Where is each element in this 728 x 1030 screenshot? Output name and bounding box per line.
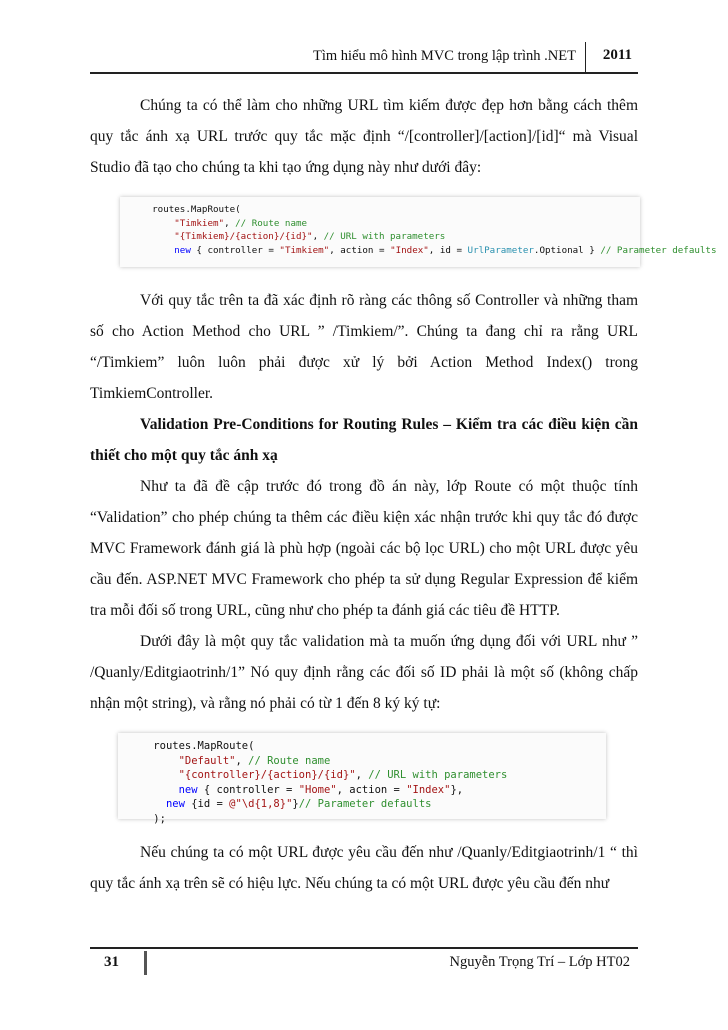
code-line: "{controller}/{action}/{id}", // URL with parameters (178, 769, 508, 781)
header-year: 2011 (602, 47, 632, 63)
paragraph-intro: Chúng ta có thể làm cho những URL tìm kiếm được đẹp hơn bằng cách thêm quy tắc ánh xạ URL trước quy tắc mặc định “/[controller]/[action]/[id]“ mà Visual Studio đã tạo cho chúng ta khi tạo ứng dụng này như dưới đây: (90, 97, 638, 176)
code-line: "{Timkiem}/{action}/{id}", // URL with parameters (174, 231, 446, 242)
code-line: new { controller = "Home", action = "Index"}, (178, 783, 464, 796)
code-line: "Timkiem", // Route name (174, 217, 308, 229)
footer-author: Nguyễn Trọng Trí – Lớp HT02 (449, 954, 630, 970)
paragraph-closing: Nếu chúng ta có một URL được yêu cầu đến như /Quanly/Editgiaotrinh/1 “ thì quy tắc ánh xạ trên sẽ có hiệu lực. Nếu chúng ta có một URL được yêu cầu đến như (90, 844, 638, 892)
footer-divider (144, 951, 147, 975)
code-line: ); (153, 812, 166, 825)
code-line: new {id = @"\d{1,8}"}// Parameter defaults (165, 798, 432, 810)
document-body (90, 90, 717, 899)
paragraph-validation-rule: Dưới đây là một quy tắc validation mà ta muốn ứng dụng đối với URL như ” /Quanly/Editgiaotrinh/1” Nó quy định rằng các đối số ID phải là một số (không chấp nhận một string), và rằng nó phải có từ 1 đến 8 ký ký tự: (90, 633, 638, 712)
code-snippet-timkiem-route (120, 197, 717, 267)
code-line: new { controller = "Timkiem", action = "Index", id = UrlParameter.Optional } // Parameter defaults (174, 244, 717, 256)
code-line: routes.MapRoute( (152, 204, 241, 215)
header-divider (585, 42, 586, 72)
code-line: routes.MapRoute( (153, 740, 255, 752)
paragraph-rule-explanation: Với quy tắc trên ta đã xác định rõ ràng các thông số Controller và những tham số cho Action Method cho URL ” /Timkiem/”. Chúng ta đang chỉ ra rằng URL “/Timkiem” luôn luôn phải được xử lý bởi Action Method Index() trong TimkiemController. (90, 292, 638, 402)
page-footer (90, 947, 638, 977)
paragraph-validation: Như ta đã đề cập trước đó trong đồ án này, lớp Route có một thuộc tính “Validation” cho phép chúng ta thêm các điều kiện xác nhận trước khi quy tắc đó được MVC Framework đánh giá là phù hợp (ngoài các bộ lọc URL) cho một URL được yêu cầu đến. ASP.NET MVC Framework cho phép ta sử dụng Regular Expression để kiểm tra mỗi đối số trong URL, cũng như cho phép ta đánh giá các tiêu đề HTTP. (90, 478, 638, 619)
code-snippet-default-route (118, 733, 606, 825)
section-heading: Validation Pre-Conditions for Routing Rules – Kiểm tra các điều kiện cần thiết cho một quy tắc ánh xạ (90, 416, 638, 464)
code-line: "Default", // Route name (178, 754, 331, 767)
page-header (90, 42, 638, 74)
header-title: Tìm hiểu mô hình MVC trong lập trình .NET (313, 48, 576, 64)
page-number: 31 (104, 954, 119, 970)
